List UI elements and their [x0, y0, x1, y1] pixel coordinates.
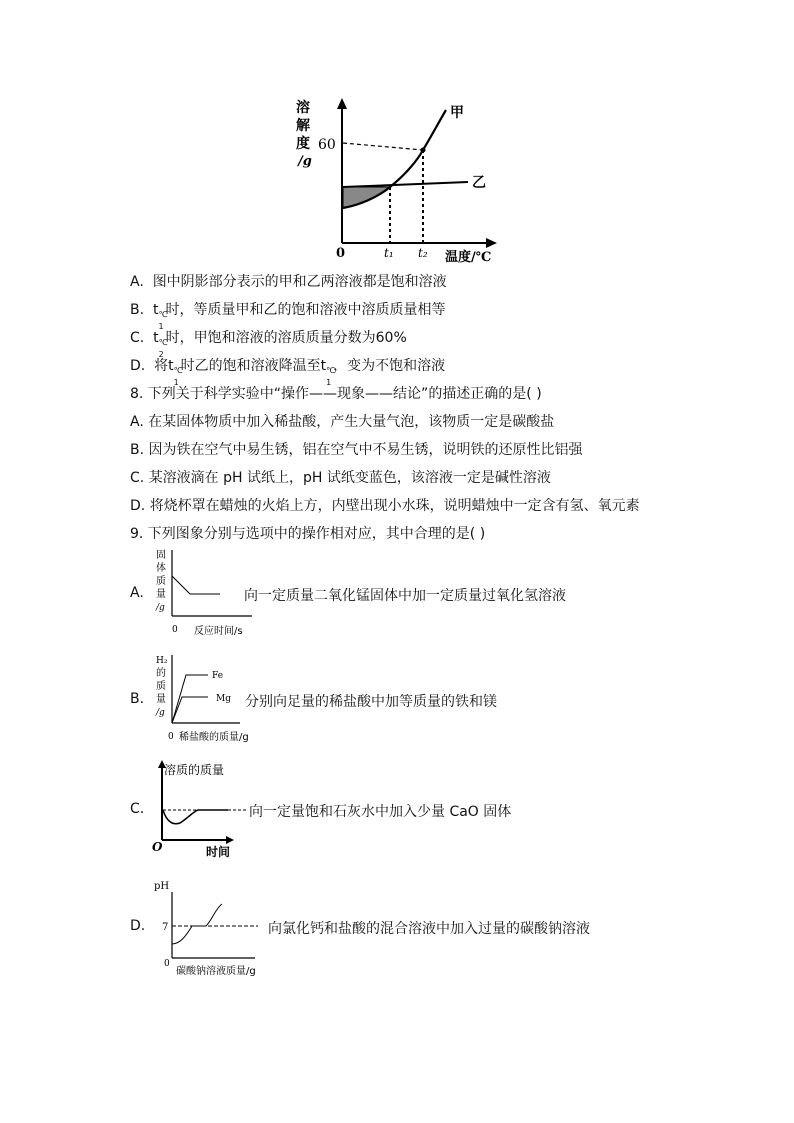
option-letter: C.	[130, 330, 145, 346]
svg-text:量: 量	[156, 589, 166, 600]
svg-text:/g: /g	[156, 708, 165, 718]
graph-a-curve	[172, 576, 220, 594]
svg-text:质: 质	[156, 576, 166, 587]
svg-text:碳酸钠溶液质量/g: 碳酸钠溶液质量/g	[176, 966, 256, 977]
q9-option-c-text: 向一定量饱和石灰水中加入少量 CaO 固体	[249, 804, 512, 820]
point-t2	[421, 148, 426, 153]
svg-text:质: 质	[156, 681, 166, 692]
line-yi	[343, 182, 468, 187]
option-letter: B.	[130, 302, 145, 318]
q9-stem: 9. 下列图象分别与选项中的操作相对应，其中合理的是( )	[130, 526, 486, 542]
q8-option-a: A. 在某固体物质中加入稀盐酸，产生大量气泡，该物质一定是碳酸盐	[130, 414, 555, 430]
svg-text:H₂: H₂	[156, 656, 168, 666]
svg-text:的: 的	[156, 668, 166, 679]
q9-graph-d	[150, 878, 270, 980]
q8-option-c: C. 某溶液滴在 pH 试纸上，pH 试纸变蓝色，该溶液一定是碱性溶液	[130, 470, 551, 486]
q9-option-d-letter: D.	[130, 918, 146, 934]
x-axis-arrow	[486, 238, 497, 248]
svg-text:0: 0	[164, 959, 170, 969]
x-axis-label: 温度/℃	[445, 250, 492, 265]
svg-text:7: 7	[162, 922, 169, 933]
svg-text:/g: /g	[156, 603, 165, 613]
t2-label: t₂	[418, 246, 428, 260]
y-axis-label-char: /g	[298, 154, 312, 169]
option-letter: D.	[130, 358, 146, 374]
series-jia-label: 甲	[450, 105, 464, 121]
q9-option-c-letter: C.	[130, 801, 145, 817]
q7-option-b: B. t ℃ 1 时，等质量甲和乙的饱和溶液中溶质质量相等	[130, 302, 446, 331]
q9-graph-c	[148, 758, 253, 860]
q7-option-a	[130, 273, 447, 291]
series-mg-label: Mg	[216, 694, 231, 704]
q8-option-d: D. 将烧杯罩在蜡烛的火焰上方，内壁出现小水珠，说明蜡烛中一定含有氢、氧元素	[130, 498, 640, 514]
y-axis-label-char: 度	[296, 136, 310, 152]
q8-stem: 8. 下列关于科学实验中“操作——现象——结论”的描述正确的是( )	[130, 386, 542, 402]
q9-graph-b	[150, 653, 250, 748]
svg-text:量: 量	[156, 694, 166, 705]
q9-option-b-text: 分别向足量的稀盐酸中加等质量的铁和镁	[245, 694, 497, 710]
svg-text:溶质的质量: 溶质的质量	[164, 763, 225, 777]
series-fe-label: Fe	[212, 671, 224, 681]
dash-60	[343, 143, 423, 150]
origin-label: 0	[336, 246, 346, 261]
shaded-region	[343, 187, 390, 208]
series-yi-label: 乙	[472, 175, 486, 191]
tick-60: 60	[318, 137, 336, 153]
q8-option-b: B. 因为铁在空气中易生锈，铝在空气中不易生锈，说明铁的还原性比铝强	[130, 442, 583, 458]
q9-option-b-letter: B.	[130, 691, 145, 707]
option-letter: A.	[130, 274, 144, 290]
y-axis-arrow	[337, 98, 347, 109]
y-axis-label-char: 溶	[296, 100, 310, 116]
q9-option-a-text: 向一定质量二氧化锰固体中加一定质量过氧化氢溶液	[244, 588, 566, 604]
solubility-chart	[290, 95, 510, 265]
svg-text:O: O	[152, 840, 163, 854]
svg-text:0: 0	[172, 625, 178, 635]
q7-option-c: C. t ℃ 2 时，甲饱和溶液的溶质质量分数为60%	[130, 330, 407, 359]
graph-b-mg-line	[172, 697, 208, 723]
q9-option-a-letter: A.	[130, 585, 144, 601]
svg-text:体: 体	[156, 563, 166, 574]
svg-text:pH: pH	[154, 881, 170, 892]
svg-text:固: 固	[156, 550, 166, 561]
q9-option-d-text: 向氯化钙和盐酸的混合溶液中加入过量的碳酸钠溶液	[268, 921, 590, 937]
q7-option-d: D. 将t ℃ 1 时乙的饱和溶液降温至t ℃ 1 ，变为不饱和溶液	[130, 358, 446, 387]
graph-b-fe-line	[172, 675, 208, 723]
y-axis-label-char: 解	[296, 118, 310, 134]
t1-label: t₁	[384, 246, 394, 260]
svg-text:稀盐酸的质量/g: 稀盐酸的质量/g	[179, 732, 249, 743]
svg-text:反应时间/s: 反应时间/s	[194, 626, 243, 637]
svg-text:0: 0	[168, 732, 174, 742]
option-text: 图中阴影部分表示的甲和乙两溶液都是饱和溶液	[152, 274, 447, 290]
svg-text:时间: 时间	[206, 845, 231, 859]
graph-c-curve	[163, 810, 228, 824]
graph-d-curve	[172, 904, 222, 944]
